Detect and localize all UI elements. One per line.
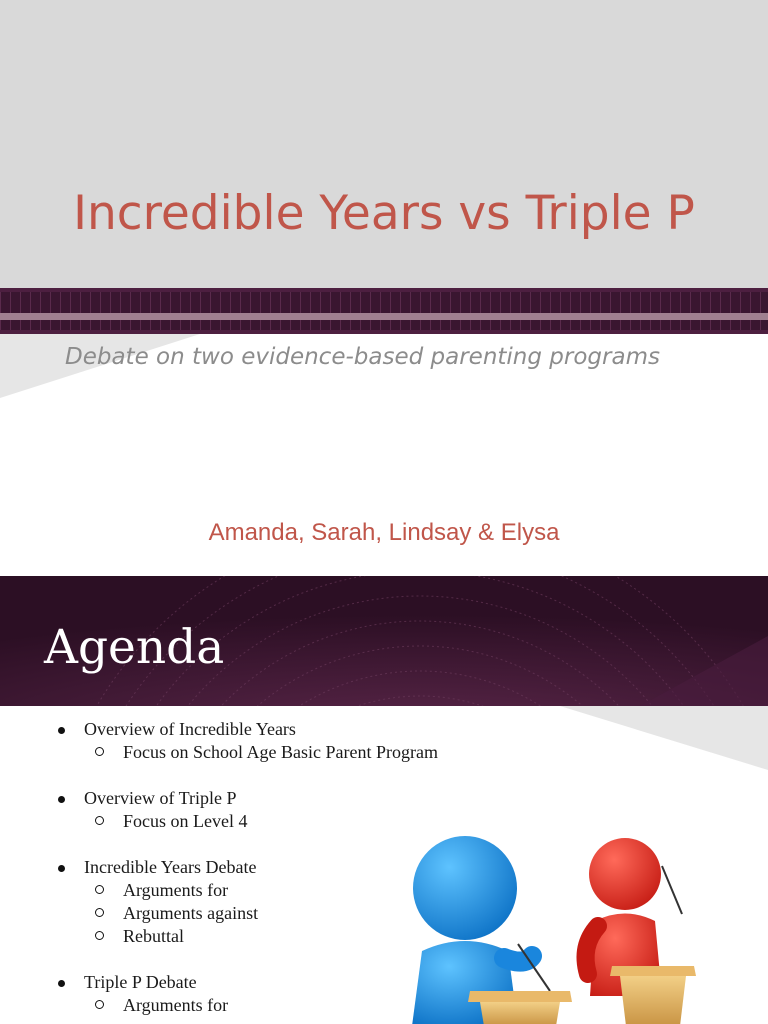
agenda-sublist — [84, 810, 438, 833]
debaters-illustration — [400, 826, 700, 1024]
agenda-subitem — [84, 741, 438, 764]
bullet-icon — [58, 796, 65, 803]
agenda-item — [0, 718, 438, 764]
agenda-sublist — [84, 741, 438, 764]
agenda-subitem-label: Focus on Level 4 — [123, 811, 248, 831]
agenda-subitem-label: Rebuttal — [123, 926, 184, 946]
agenda-slide — [0, 576, 768, 1024]
circle-bullet-icon — [95, 908, 104, 917]
agenda-item-label: Triple P Debate — [84, 972, 197, 992]
agenda-subitem — [84, 925, 438, 948]
agenda-item — [0, 971, 438, 1017]
agenda-subitem-label: Arguments for — [123, 995, 229, 1015]
agenda-subitem-label: Arguments against — [123, 903, 259, 923]
circle-bullet-icon — [95, 816, 104, 825]
agenda-item-label: Incredible Years Debate — [84, 857, 257, 877]
agenda-item-label: Overview of Triple P — [84, 788, 237, 808]
decorative-band — [0, 288, 768, 334]
agenda-subitem — [84, 994, 438, 1017]
agenda-sublist — [84, 879, 438, 948]
agenda-subitem — [84, 810, 438, 833]
bullet-icon — [58, 865, 65, 872]
agenda-header — [0, 576, 768, 706]
agenda-title: Agenda — [44, 620, 225, 675]
agenda-subitem-label: Arguments for — [123, 880, 229, 900]
agenda-subitem — [84, 902, 438, 925]
bullet-icon — [58, 727, 65, 734]
circle-bullet-icon — [95, 931, 104, 940]
agenda-item — [0, 856, 438, 948]
circle-bullet-icon — [95, 1000, 104, 1009]
slide-title: Incredible Years vs Triple P — [73, 186, 695, 241]
agenda-subitem — [84, 879, 438, 902]
title-background — [0, 0, 768, 288]
bullet-icon — [58, 980, 65, 987]
agenda-list — [0, 718, 438, 1024]
slide-subtitle: Debate on two evidence-based parenting programs — [65, 344, 660, 370]
agenda-sublist — [84, 994, 438, 1017]
agenda-item — [0, 787, 438, 833]
slide-authors: Amanda, Sarah, Lindsay & Elysa — [208, 519, 560, 546]
agenda-item-label: Overview of Incredible Years — [84, 719, 296, 739]
circle-bullet-icon — [95, 885, 104, 894]
agenda-subitem-label: Focus on School Age Basic Parent Program — [123, 742, 438, 762]
circle-bullet-icon — [95, 747, 104, 756]
